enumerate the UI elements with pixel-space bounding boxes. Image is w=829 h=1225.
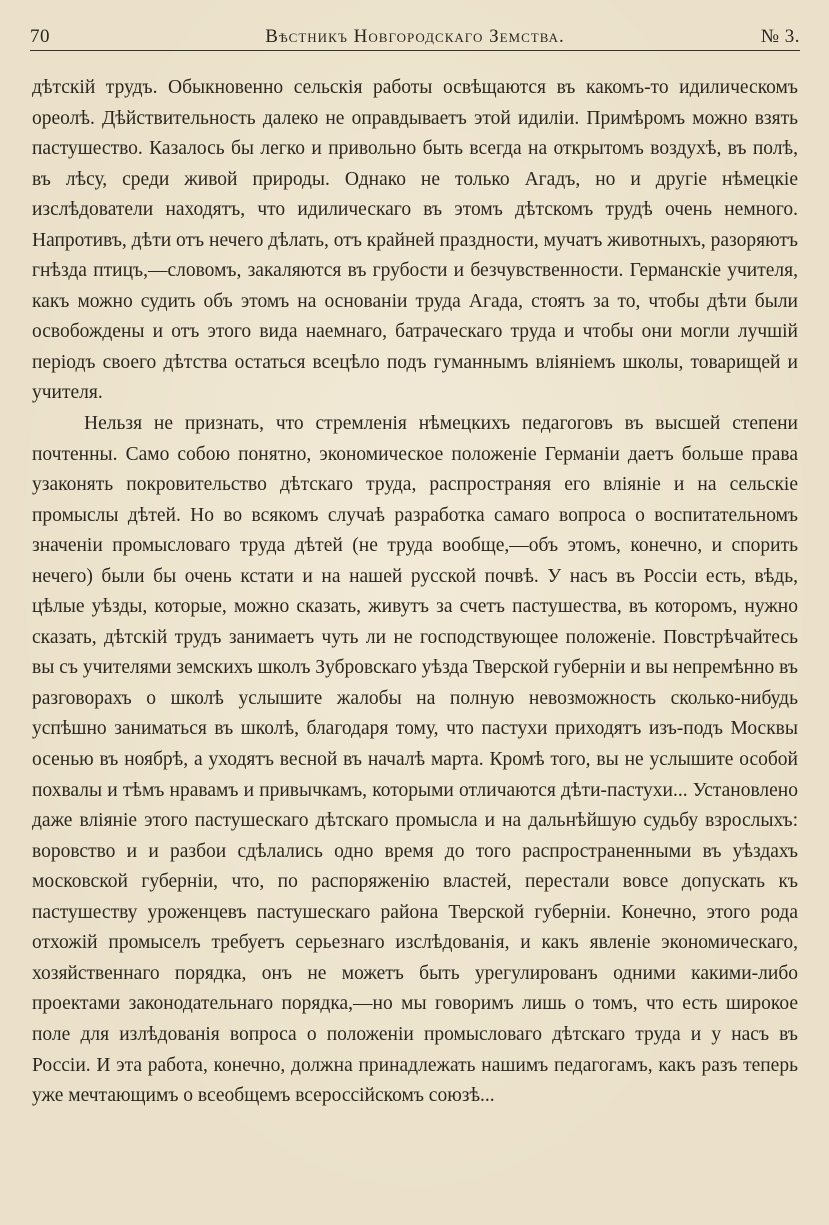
header-rule	[30, 50, 800, 51]
article-body	[32, 73, 798, 1112]
issue-number: № 3.	[760, 26, 800, 47]
page-number: 70	[30, 26, 50, 47]
journal-title: Вѣстникъ Новгородскаго Земства.	[265, 26, 565, 47]
paragraph-2: Нельзя не признать, что стремленія нѣмецкихъ педагоговъ въ высшей степени почтенны. Само собою понятно, экономическое положеніе Германіи даетъ больше права узаконять покровительство дѣтскаго труда, распространяя его вліяніе и на сельскіе промыслы дѣтей. Но во всякомъ случаѣ разработка самаго вопроса о воспитательномъ значеніи промысловаго труда дѣтей (не труда вообще,—объ этомъ, конечно, и спорить нечего) были бы очень кстати и на нашей русской почвѣ. У насъ въ Россіи есть, вѣдь, цѣлые уѣзды, которые, можно сказать, живутъ за счетъ пастушества, въ которомъ, нужно сказать, дѣтскій трудъ занимаетъ чуть ли не господствующее положеніе. Повстрѣчайтесь вы съ учителями земскихъ школъ Зубровскаго уѣзда Тверской губерніи и вы непремѣнно въ разговорахъ о школѣ услышите жалобы на полную невозможность сколько-нибудь успѣшно заниматься въ школѣ, благодаря тому, что пастухи приходятъ изъ-подъ Москвы осенью въ ноябрѣ, а уходятъ весной въ началѣ марта. Кромѣ того, вы не услышите особой похвалы и тѣмъ нравамъ и привычкамъ, которыми отличаются дѣти-пастухи... Установлено даже вліяніе этого пастушескаго дѣтскаго промысла и на дальнѣйшую судьбу взрослыхъ: воровство и и разбои сдѣлались одно время до того распространенными въ уѣздахъ московской губерніи, что, по распоряженію властей, перестали вовсе допускать къ пастушеству уроженцевъ пастушескаго района Тверской губерніи. Конечно, этого рода отхожій промыселъ требуетъ серьезнаго изслѣдованія, и какъ явленіе экономическаго, хозяйственнаго порядка, онъ не можетъ быть урегулированъ одними какими-либо проектами законодательнаго порядка,—но мы говоримъ лишь о томъ, что есть широкое поле для излѣдованія вопроса о положеніи промысловаго дѣтскаго труда и у насъ въ Россіи. И эта работа, конечно, должна принадлежать нашимъ педагогамъ, какъ разъ теперь уже мечтающимъ о всеобщемъ всероссійскомъ союзѣ...	[32, 413, 798, 1107]
paragraph-1: дѣтскій трудъ. Обыкновенно сельскія работы освѣщаются въ какомъ-то идилическомъ ореолѣ. Дѣйствительность далеко не оправдываетъ этой идиліи. Примѣромъ можно взять пастушество. Казалось бы легко и привольно быть всегда на открытомъ воздухѣ, въ полѣ, въ лѣсу, среди живой природы. Однако не только Агадъ, но и другіе нѣмецкіе изслѣдователи находятъ, что идилическаго въ этомъ дѣтскомъ трудѣ очень немного. Напротивъ, дѣти отъ нечего дѣлать, отъ крайней праздности, мучатъ животныхъ, разоряютъ гнѣзда птицъ,—словомъ, закаляются въ грубости и безчувственности. Германскіе учителя, какъ можно судить объ этомъ на основаніи труда Агада, стоятъ за то, чтобы дѣти были освобождены и отъ этого вида наемнаго, батраческаго труда и чтобы они могли лучшій періодъ своего дѣтства остаться всецѣло подъ гуманнымъ вліяніемъ школы, товарищей и учителя.	[32, 77, 798, 404]
running-head	[30, 26, 800, 50]
